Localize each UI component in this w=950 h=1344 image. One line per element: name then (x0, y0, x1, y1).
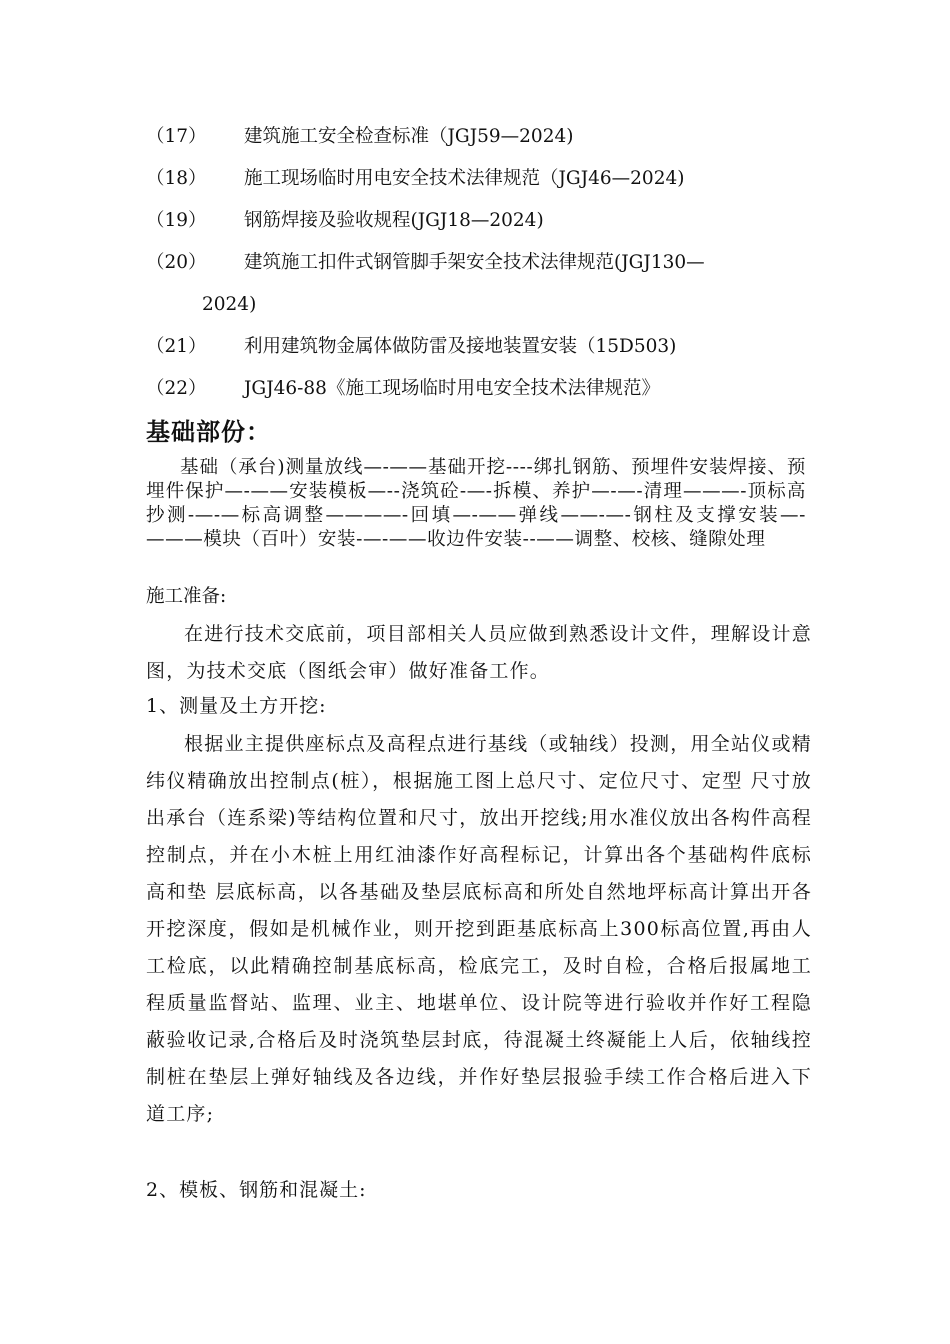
reference-list (146, 120, 846, 414)
reference-item (146, 372, 846, 414)
reference-text: 钢筋焊接及验收规程(JGJ18—2024) (244, 210, 544, 231)
reference-text: 建筑施工安全检查标准（JGJ59—2024) (244, 126, 574, 147)
reference-text: 利用建筑物金属体做防雷及接地装置安装（15D503) (244, 336, 677, 357)
reference-text: JGJ46-88《施工现场临时用电安全技术法律规范》 (244, 378, 660, 399)
reference-number: （22） (146, 378, 207, 399)
subsection-title-survey: 1、测量及土方开挖: (146, 695, 327, 717)
reference-text: 建筑施工扣件式钢管脚手架安全技术法律规范(JGJ130— (244, 252, 705, 273)
reference-number: （17） (146, 126, 207, 147)
section-heading: 基础部份： (146, 418, 271, 446)
reference-item (146, 120, 846, 162)
reference-item (146, 204, 846, 246)
reference-text: 施工现场临时用电安全技术法律规范（JGJ46—2024) (244, 168, 685, 189)
reference-text-continuation: 2024) (202, 294, 257, 315)
survey-paragraph: 根据业主提供座标点及高程点进行基线（或轴线）投测，用全站仪或精纬仪精确放出控制点(桩），根据施工图上总尺寸、定位尺寸、定型 尺寸放出承台（连系梁)等结构位置和尺寸，放出开挖线;用水准仪放出各构件高程控制点，并在小木桩上用红油漆作好高程标记，计算出各个基础构件底标高和垫 层底标高，以各基础及垫层底标高和所处自然地坪标高计算出开各开挖深度，假如是机械作业，则开挖到距基底标高上300标高位置,再由人工检底，以此精确控制基底标高，检底完工，及时自检，合格后报属地工程质量监督站、监理、业主、地堪单位、设计院等进行验收并作好工程隐蔽验收记录,合格后及时浇筑垫层封底，待混凝土终凝能上人后，依轴线控制桩在垫层上弹好轴线及各边线，并作好垫层报验手续工作合格后进入下道工序; (146, 733, 812, 1125)
reference-number: （19） (146, 210, 207, 231)
reference-item (146, 162, 846, 204)
reference-number: （21） (146, 336, 207, 357)
reference-item (146, 330, 846, 372)
reference-number: （20） (146, 252, 207, 273)
process-flow-text: 基础（承台)测量放线—-——基础开挖----绑扎钢筋、预埋件安装焊接、预埋件保护—-——安装模板—--浇筑砼-—-拆模、养护—-—-清理———-顶标高抄测-—-—标高调整————-回填—-——弹线——-—-钢柱及支撑安装—-———模块（百叶）安装-—-——收边件安装--——调整、校核、缝隙处理 (146, 457, 806, 550)
subsection-title-formwork: 2、模板、钢筋和混凝土: (146, 1179, 367, 1201)
reference-number: （18） (146, 168, 207, 189)
preparation-label: 施工准备: (146, 586, 227, 607)
reference-item (146, 246, 846, 330)
preparation-paragraph: 在进行技术交底前，项目部相关人员应做到熟悉设计文件，理解设计意图，为技术交底（图纸会审）做好准备工作。 (146, 623, 812, 682)
